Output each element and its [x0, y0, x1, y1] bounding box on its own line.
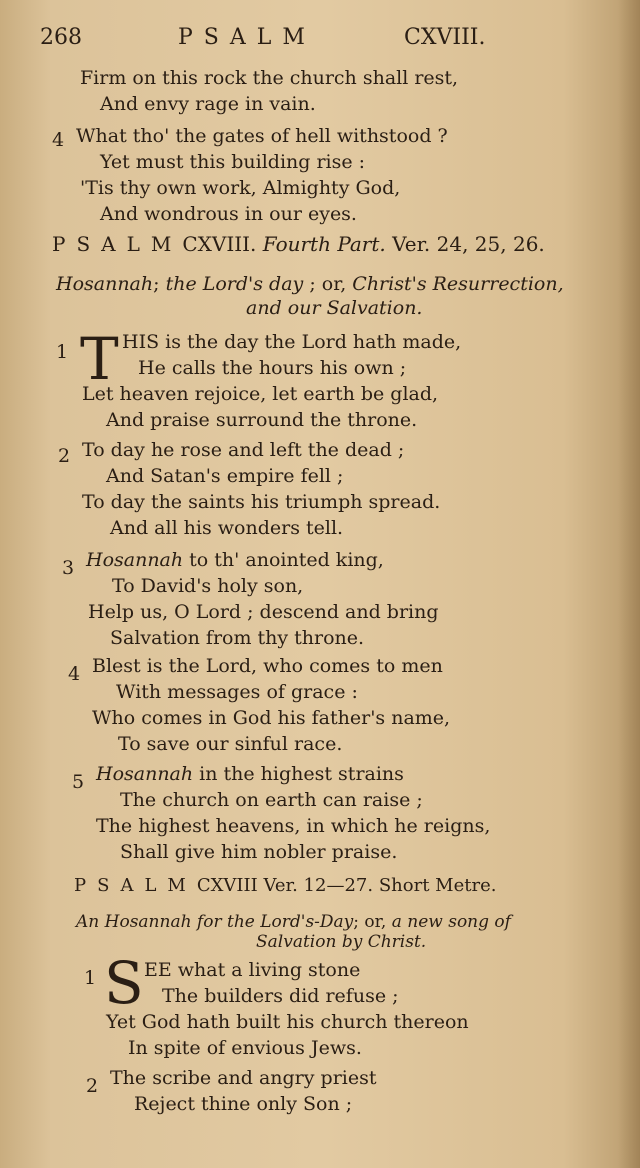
- verse-line: Yet God hath built his church thereon: [106, 1011, 469, 1033]
- subtitle-hosannah-lords-day: An Hosannah for the Lord's-Day: [76, 912, 354, 932]
- verse-line-rest: in the highest strains: [193, 763, 404, 785]
- verse-line: The scribe and angry priest: [110, 1067, 377, 1089]
- heading-part: Fourth Part.: [262, 232, 386, 256]
- verse-line: The builders did refuse ;: [162, 985, 399, 1007]
- verse-line: Salvation from thy throne.: [110, 627, 365, 649]
- section-heading: [52, 232, 545, 256]
- stanza-number: 5: [72, 771, 85, 793]
- drop-cap: T: [80, 325, 119, 393]
- subtitle-new-song: a new song of: [391, 912, 511, 932]
- verse-line: 'Tis thy own work, Almighty God,: [80, 177, 401, 199]
- verse-line: Blest is the Lord, who comes to men: [92, 655, 443, 677]
- heading-verses: Ver. 24, 25, 26.: [392, 232, 545, 256]
- verse-line: The highest heavens, in which he reigns,: [96, 815, 491, 837]
- hosannah-word: Hosannah: [86, 549, 184, 571]
- verse-line: To David's holy son,: [112, 575, 304, 597]
- subtitle-lords-day: the Lord's day: [165, 273, 304, 295]
- stanza-number: 4: [52, 129, 65, 151]
- verse-line: And praise surround the throne.: [106, 409, 418, 431]
- heading-verses: Ver. 12—27.: [263, 875, 374, 896]
- subtitle-resurrection: Christ's Resurrection,: [352, 273, 564, 295]
- heading-psalm-number: CXVIII.: [182, 232, 257, 256]
- verse-line: To save our sinful race.: [118, 733, 343, 755]
- section-subtitle-cont: and our Salvation.: [246, 297, 423, 319]
- stanza-number: 1: [56, 341, 69, 363]
- verse-line: The church on earth can raise ;: [120, 789, 423, 811]
- subtitle-or: ; or,: [303, 273, 353, 295]
- verse-line: To day the saints his triumph spread.: [82, 491, 441, 513]
- stanza-number: 3: [62, 557, 75, 579]
- verse-line: Who comes in God his father's name,: [92, 707, 451, 729]
- section-heading: [74, 874, 496, 898]
- verse-line: In spite of envious Jews.: [128, 1037, 362, 1059]
- verse-line: Reject thine only Son ;: [134, 1093, 353, 1115]
- subtitle-hosannah: Hosannah: [56, 273, 154, 295]
- page-number: 268: [40, 25, 82, 50]
- subtitle-sep: ;: [153, 273, 166, 295]
- verse-line: And all his wonders tell.: [110, 517, 344, 539]
- carryover-line: Firm on this rock the church shall rest,: [80, 67, 459, 89]
- verse-line: Let heaven rejoice, let earth be glad,: [82, 383, 439, 405]
- verse-line: EE what a living stone: [144, 959, 361, 981]
- verse-line-rest: to th' anointed king,: [183, 549, 384, 571]
- stanza-number: 2: [58, 445, 71, 467]
- page-edge-shadow: [618, 0, 640, 1168]
- verse-line: Help us, O Lord ; descend and bring: [88, 601, 439, 623]
- verse-line: What tho' the gates of hell withstood ?: [76, 125, 448, 147]
- verse-line-first: [86, 548, 384, 572]
- running-head-psalm: PSALM: [178, 25, 316, 50]
- section-subtitle: [56, 272, 564, 296]
- verse-line: Shall give him nobler praise.: [120, 841, 398, 863]
- verse-line: Yet must this building rise :: [100, 151, 366, 173]
- stanza-number: 4: [68, 663, 81, 685]
- heading-metre: Short Metre.: [378, 875, 497, 896]
- stanza-number: 1: [84, 967, 97, 989]
- subtitle-or: ; or,: [353, 912, 392, 932]
- drop-cap: S: [104, 949, 144, 1017]
- stanza-number: 2: [86, 1075, 99, 1097]
- heading-psalm-word: PSALM: [52, 232, 183, 256]
- hosannah-word: Hosannah: [96, 763, 194, 785]
- verse-line: HIS is the day the Lord hath made,: [122, 331, 462, 353]
- verse-line: And wondrous in our eyes.: [100, 203, 357, 225]
- verse-line: And Satan's empire fell ;: [106, 465, 344, 487]
- verse-line-first: [96, 762, 404, 786]
- carryover-line: And envy rage in vain.: [100, 93, 316, 115]
- verse-line: To day he rose and left the dead ;: [82, 439, 405, 461]
- verse-line: He calls the hours his own ;: [138, 357, 407, 379]
- heading-psalm-number: CXVIII: [196, 875, 258, 896]
- verse-line: With messages of grace :: [116, 681, 358, 703]
- section-subtitle-cont: Salvation by Christ.: [256, 932, 427, 952]
- heading-psalm-word: PSALM: [74, 875, 197, 896]
- running-head-number: CXVIII.: [404, 25, 486, 50]
